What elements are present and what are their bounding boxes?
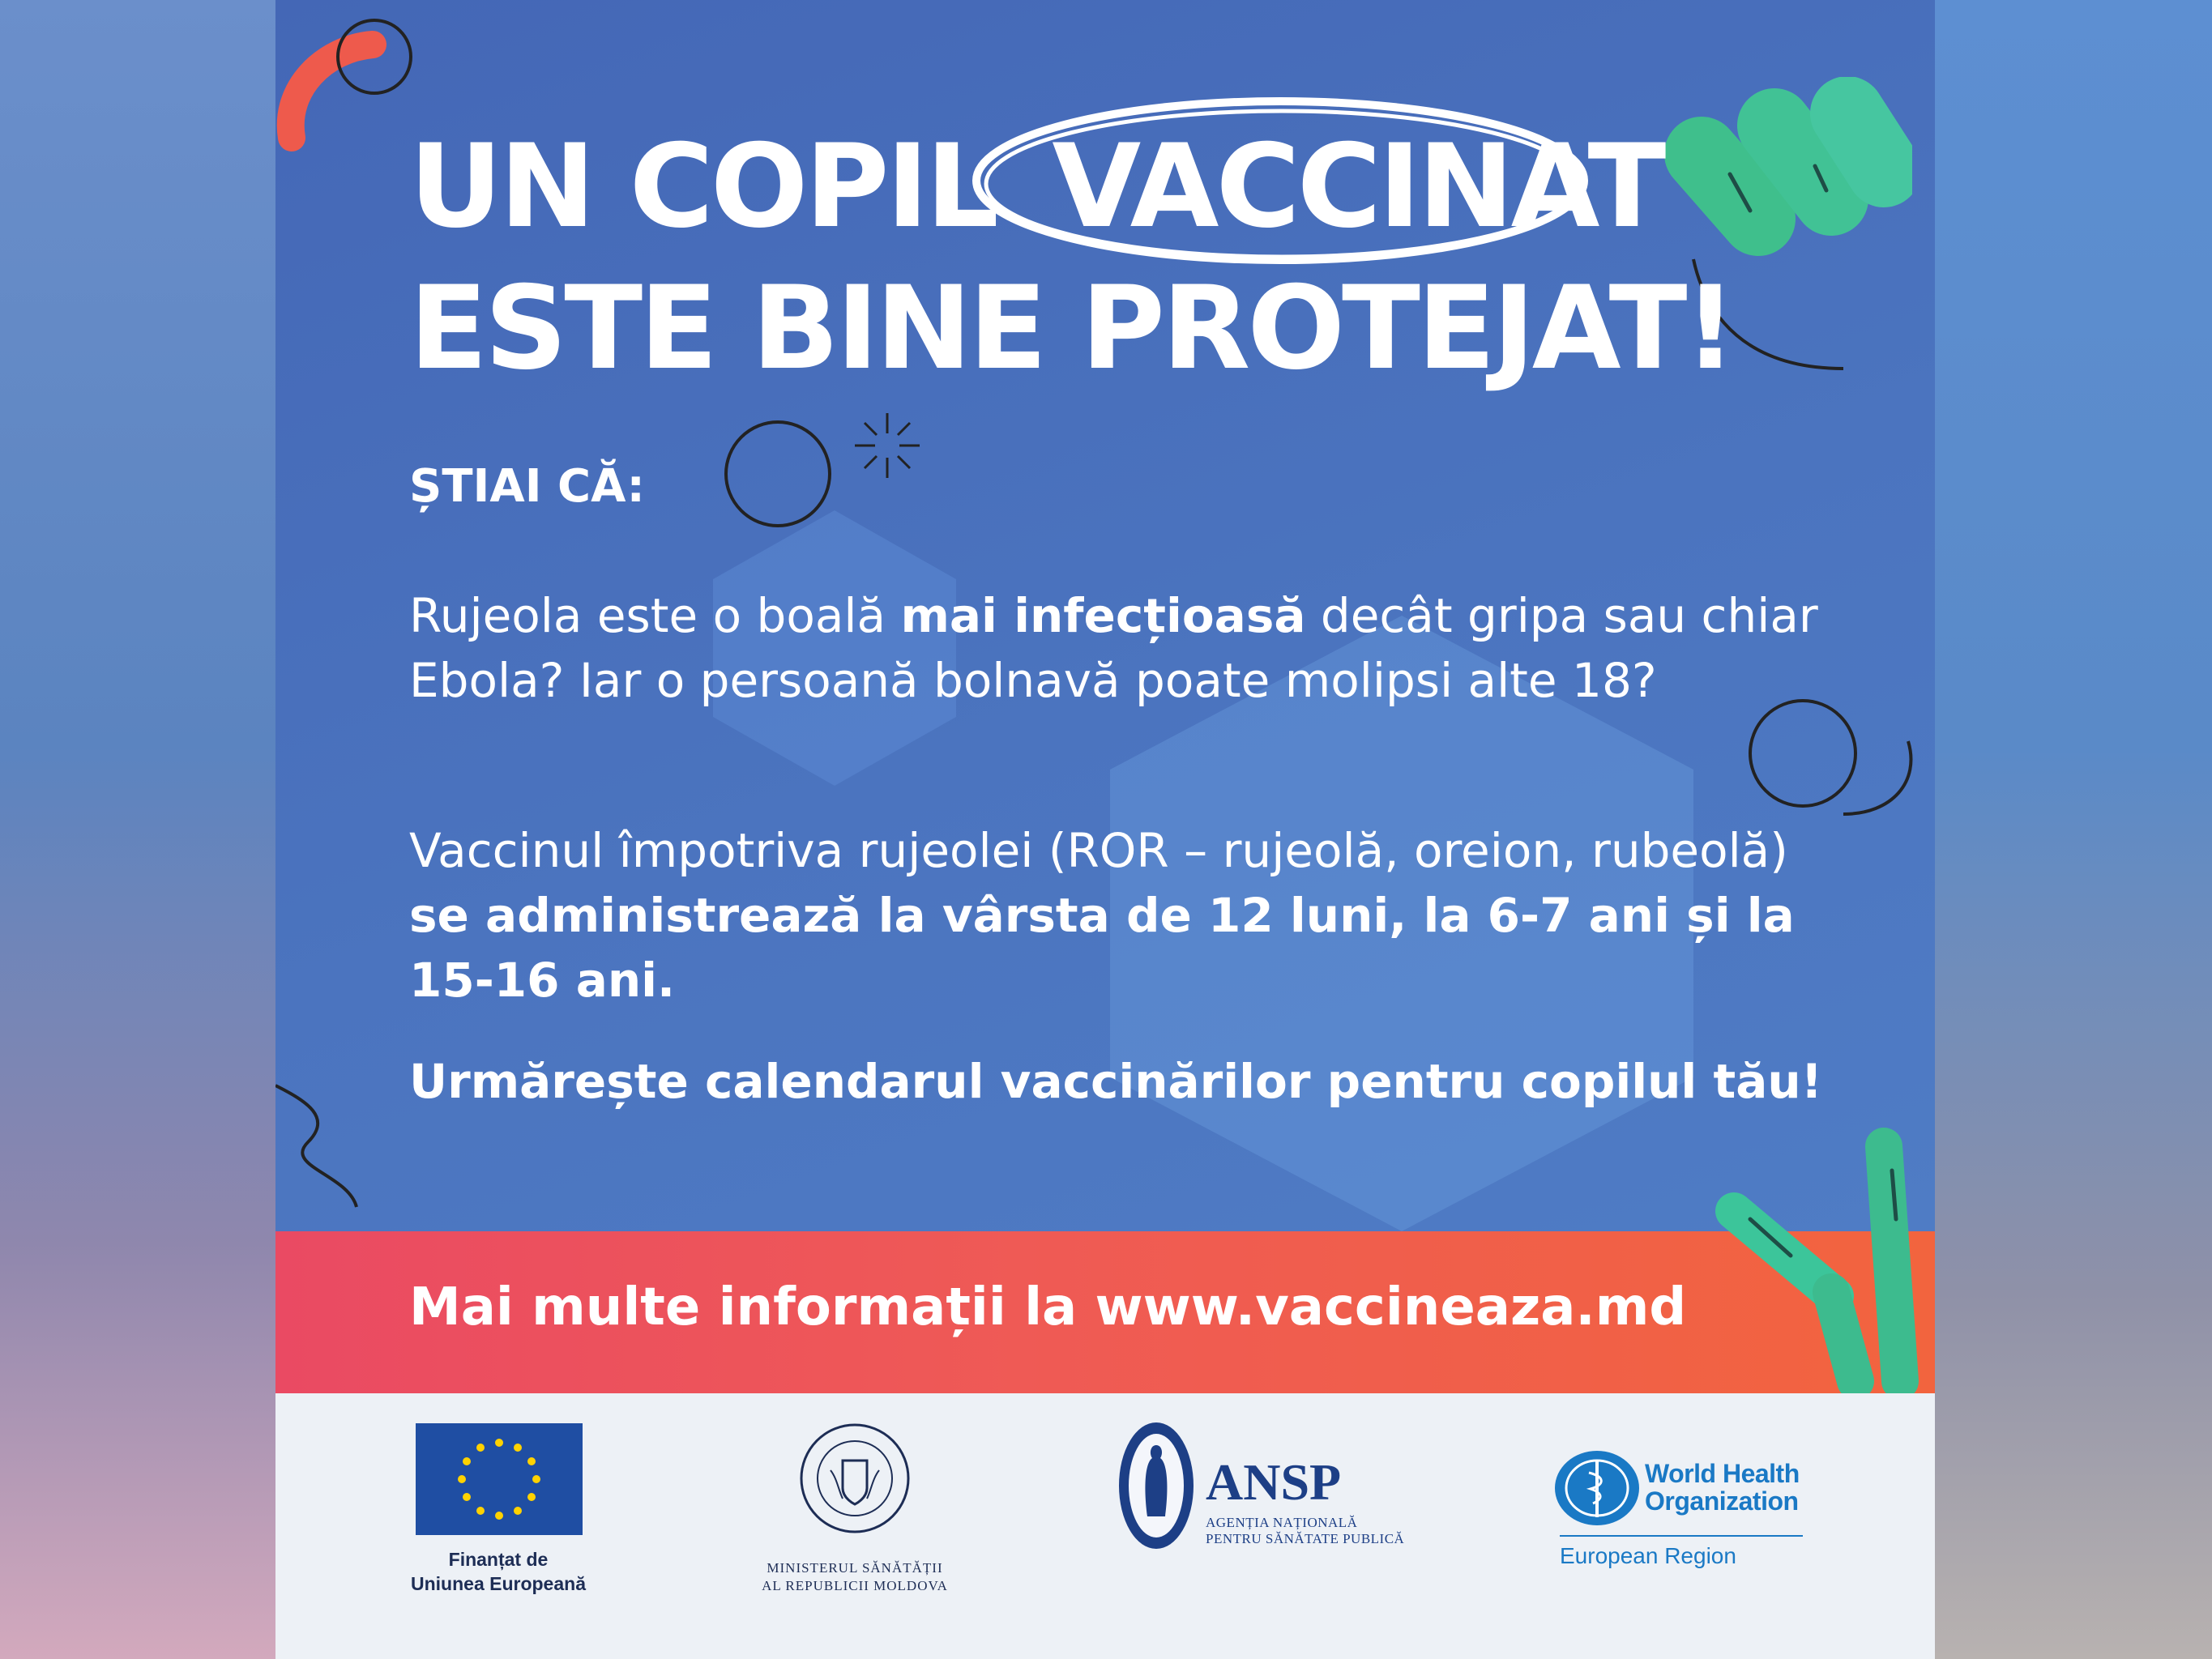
squiggle-decoration	[275, 1069, 373, 1215]
who-region: European Region	[1560, 1543, 1736, 1568]
who-divider	[1560, 1535, 1803, 1537]
paragraph-text: Vaccinul împotriva rujeolei (ROR – rujeolă, oreion, rubeolă)	[409, 823, 1788, 878]
headline-line-2: ESTE BINE PROTEJAT!	[409, 262, 1734, 395]
ansp-emblem-icon	[1112, 1419, 1201, 1557]
paragraph-calendar: Urmărește calendarul vaccinărilor pentru copilul tău!	[409, 1054, 1823, 1109]
vaccination-poster	[275, 0, 1935, 1659]
headline-highlight-word: VACCINAT	[1052, 120, 1663, 254]
headline-word-un-copil: UN COPIL	[409, 120, 996, 254]
partner-logos-bar	[275, 1393, 1935, 1659]
circle-outline-decoration	[324, 12, 421, 101]
paragraph-vaccin	[409, 818, 1851, 1013]
left-background	[0, 0, 275, 1659]
eu-label-line2: Uniunea Europeană	[411, 1573, 586, 1594]
paragraph-text: decât gripa sau chiar Ebola? Iar o persoană bolnavă poate molipsi alte 18?	[409, 588, 1818, 708]
paragraph-rujeola	[409, 583, 1851, 713]
circle-outline-decoration	[1746, 693, 1932, 822]
paragraph-text: Rujeola este o boală	[409, 588, 901, 643]
who-name	[1645, 1460, 1800, 1515]
website-link[interactable]: Mai multe informații la www.vaccineaza.md	[409, 1277, 1687, 1337]
circle-outline-decoration	[713, 409, 843, 539]
eu-label-line1: Finanțat de	[448, 1549, 549, 1570]
right-background	[1935, 0, 2212, 1659]
eu-funding-label	[389, 1547, 608, 1596]
antibody-icon	[1702, 1122, 1935, 1414]
moldova-government-seal-icon	[798, 1422, 912, 1535]
who-name-line1: World Health	[1645, 1459, 1800, 1488]
ansp-title: ANSP	[1206, 1453, 1342, 1511]
ministry-label-line2: AL REPUBLICII MOLDOVA	[762, 1578, 948, 1593]
ansp-subtitle	[1206, 1515, 1404, 1547]
hand-drawn-ellipse-icon	[964, 85, 1596, 279]
paragraph-bold-text: se administrează la vârsta de 12 luni, la 6-7 ani și la 15-16 ani.	[409, 888, 1795, 1008]
who-name-line2: Organization	[1645, 1486, 1799, 1516]
green-pills-decoration	[1653, 77, 1912, 263]
who-emblem-icon	[1552, 1448, 1642, 1528]
eu-flag-icon	[416, 1423, 583, 1535]
stiai-ca-heading: ȘTIAI CĂ:	[409, 460, 645, 513]
sparkle-decoration	[851, 409, 924, 482]
paragraph-bold-text: mai infecțioasă	[900, 588, 1306, 643]
ansp-subtitle-line2: PENTRU SĂNĂTATE PUBLICĂ	[1206, 1531, 1405, 1546]
ministry-label-line1: MINISTERUL SĂNĂTĂȚII	[767, 1560, 943, 1576]
ministry-label	[737, 1559, 972, 1595]
ansp-subtitle-line1: AGENȚIA NAȚIONALĂ	[1206, 1515, 1358, 1530]
